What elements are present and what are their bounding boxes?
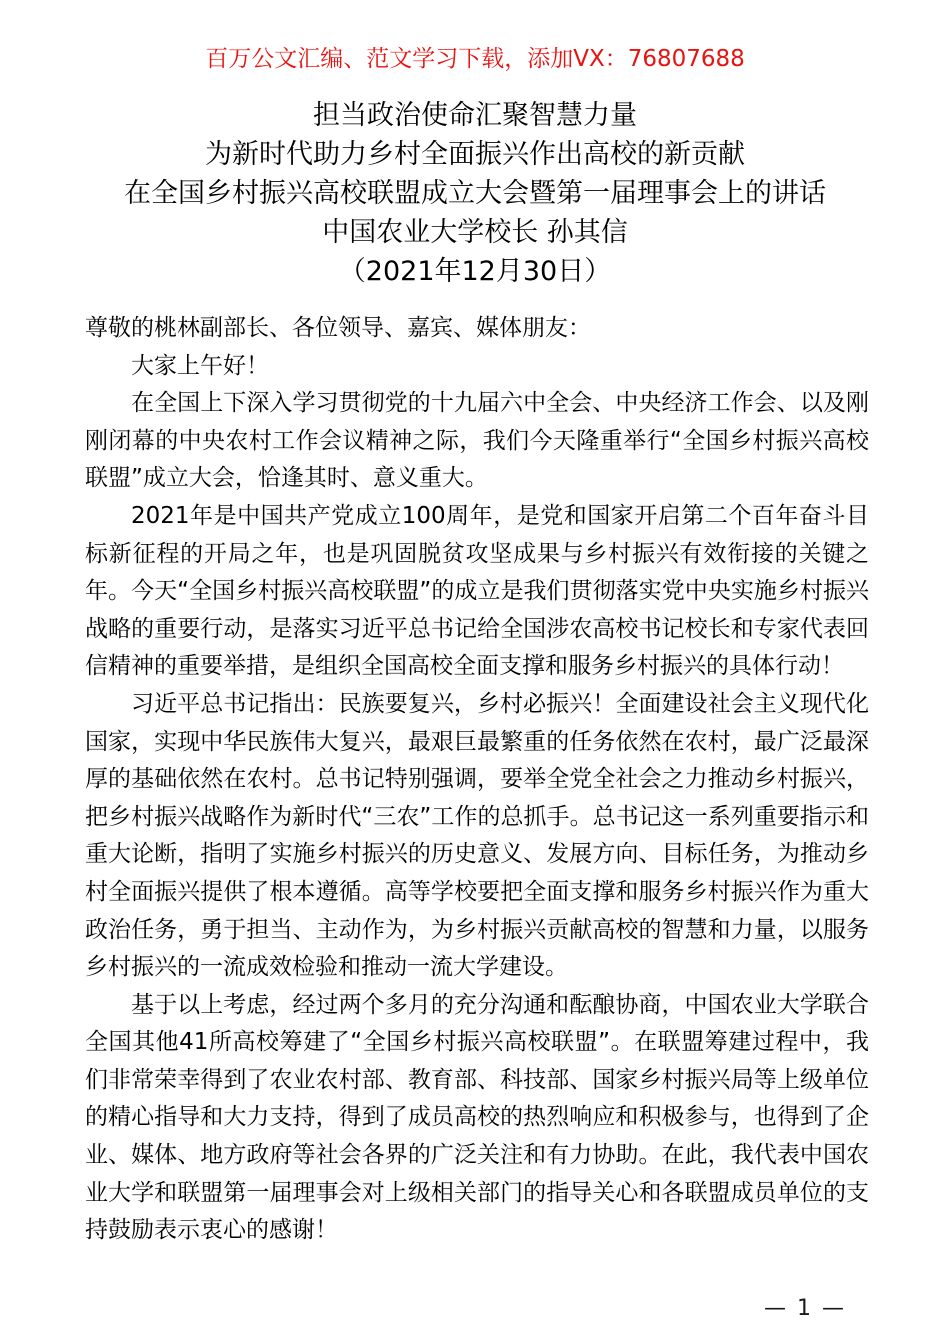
body-paragraph: 在全国上下深入学习贯彻党的十九届六中全会、中央经济工作会、以及刚刚闭幕的中央农村工作会议精神之际，我们今天隆重举行“全国乡村振兴高校联盟”成立大会，恰逢其时、意义重大。 bbox=[85, 390, 869, 492]
speaker-line: 中国农业大学校长 孙其信 bbox=[322, 217, 628, 248]
date-line: （2021年12月30日） bbox=[338, 256, 612, 287]
body-paragraph: 大家上午好！ bbox=[131, 352, 269, 379]
document-title-line-2: 为新时代助力乡村全面振兴作出高校的新贡献 bbox=[205, 139, 745, 170]
document-title-block bbox=[0, 96, 950, 291]
document-subtitle-occasion: 在全国乡村振兴高校联盟成立大会暨第一届理事会上的讲话 bbox=[124, 178, 826, 209]
page-number: — 1 — bbox=[764, 1296, 846, 1321]
body-paragraph: 2021年是中国共产党成立100周年，是党和国家开启第二个百年奋斗目标新征程的开局之年，也是巩固脱贫攻坚成果与乡村振兴有效衔接的关键之年。今天“全国乡村振兴高校联盟”的成立是我们贯彻落实党中央实施乡村振兴战略的重要行动，是落实习近平总书记给全国涉农高校书记校长和专家代表回信精神的重要举措，是组织全国高校全面支撑和服务乡村振兴的具体行动！ bbox=[85, 502, 869, 680]
document-title-line-1: 担当政治使命汇聚智慧力量 bbox=[313, 100, 637, 131]
body-paragraph: 习近平总书记指出：民族要复兴，乡村必振兴！全面建设社会主义现代化国家，实现中华民族伟大复兴，最艰巨最繁重的任务依然在农村，最广泛最深厚的基础依然在农村。总书记特别强调，要举全党全社会之力推动乡村振兴，把乡村振兴战略作为新时代“三农”工作的总抓手。总书记这一系列重要指示和重大论断，指明了实施乡村振兴的历史意义、发展方向、目标任务，为推动乡村全面振兴提供了根本遵循。高等学校要把全面支撑和服务乡村振兴作为重大政治任务，勇于担当、主动作为，为乡村振兴贡献高校的智慧和力量，以服务乡村振兴的一流成效检验和推动一流大学建设。 bbox=[85, 690, 869, 981]
speech-body bbox=[85, 310, 869, 1250]
body-paragraph: 基于以上考虑，经过两个多月的充分沟通和酝酿协商，中国农业大学联合全国其他41所高校筹建了“全国乡村振兴高校联盟”。在联盟筹建过程中，我们非常荣幸得到了农业农村部、教育部、科技部、国家乡村振兴局等上级单位的精心指导和大力支持，得到了成员高校的热烈响应和积极参与，也得到了企业、媒体、地方政府等社会各界的广泛关注和有力协助。在此，我代表中国农业大学和联盟第一届理事会对上级相关部门的指导关心和各联盟成员单位的支持鼓励表示衷心的感谢！ bbox=[85, 991, 869, 1244]
salutation-paragraph: 尊敬的桃林副部长、各位领导、嘉宾、媒体朋友： bbox=[85, 315, 591, 341]
promo-header-text: 百万公文汇编、范文学习下载，添加VX：76807688 bbox=[205, 46, 745, 72]
